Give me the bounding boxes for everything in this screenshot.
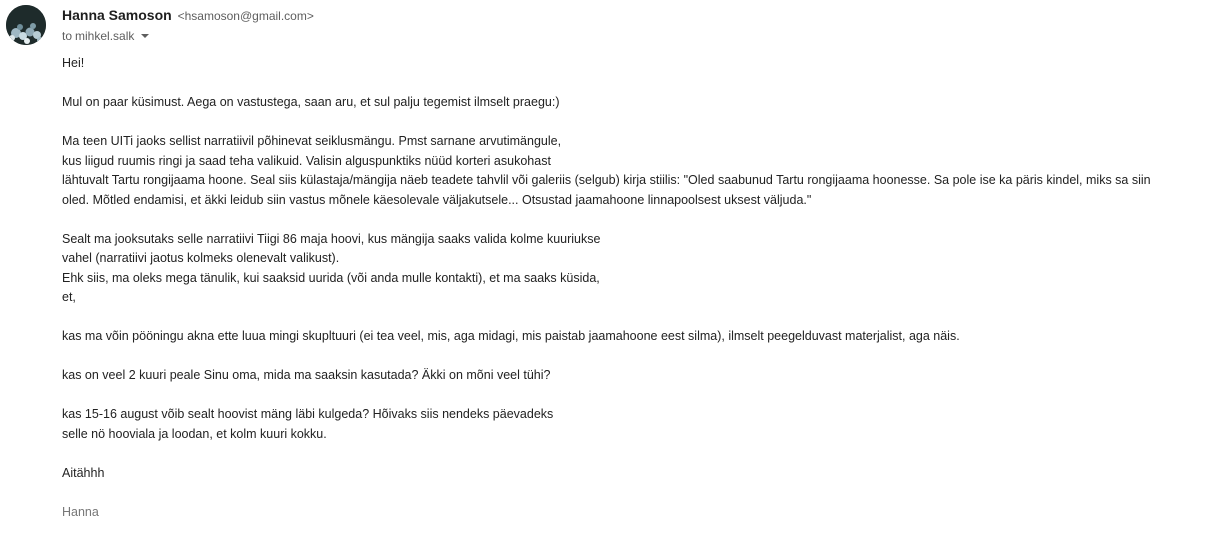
paragraph-line: kas 15-16 august võib sealt hoovist mäng läbi kulgeda? Hõivaks siis nendeks päevadeks [62, 407, 554, 421]
paragraph-3 [62, 230, 1172, 308]
paragraph-line: lähtuvalt Tartu rongijaama hoone. Seal siis külastaja/mängija näeb teadete tahvlil või galeriis (selgub) kirja stiilis: "Oled saabunud Tartu rongijaama hoonesse. Sa pole ise ka päris kindel, miks sa siin oled. Mõtled endamisi, et äkki leidub siin vastus mõnele käesolevale väljakutsele... Otsustad jaamahoone linnapoolsest uksest väljuda." [62, 173, 1151, 207]
paragraph-5: kas on veel 2 kuuri peale Sinu oma, mida ma saaksin kasutada? Äkki on mõni veel tühi? [62, 368, 551, 382]
paragraph-line: Ma teen UITi jaoks sellist narratiivil põhinevat seiklusmängu. Pmst sarnane arvutimängule, [62, 134, 562, 148]
avatar[interactable] [6, 5, 46, 45]
recipient-line [62, 28, 314, 44]
paragraph-line: Sealt ma jooksutaks selle narratiivi Tiigi 86 maja hoovi, kus mängija saaks valida kolme kuuriukse [62, 231, 601, 246]
paragraph-6 [62, 405, 1172, 444]
message-body [62, 54, 1172, 542]
greeting: Hei! [62, 56, 85, 70]
paragraph-1: Mul on paar küsimust. Aega on vastustega, saan aru, et sul palju tegemist ilmselt praegu:) [62, 95, 560, 109]
paragraph-line: vahel (narratiivi jaotus kolmeks olenevalt valikust). [62, 251, 340, 265]
closing: Aitähhh [62, 465, 105, 480]
recipient-name: mihkel.salk [75, 29, 135, 43]
paragraph-line: kus liigud ruumis ringi ja saad teha valikuid. Valisin alguspunktiks nüüd korteri asukohast [62, 153, 551, 168]
sender-line [62, 6, 314, 25]
sender-email: <hsamoson@gmail.com> [177, 9, 314, 23]
paragraph-line: selle nö hooviala ja loodan, et kolm kuuri kokku. [62, 426, 327, 441]
message-header [62, 6, 314, 44]
chevron-down-icon[interactable] [139, 30, 151, 42]
sender-name[interactable]: Hanna Samoson [62, 7, 172, 23]
paragraph-line: et, [62, 290, 76, 304]
paragraph-4: kas ma võin pööningu akna ette luua mingi skupltuuri (ei tea veel, mis, aga midagi, mis paistab jaamahoone eest silma), ilmselt peegelduvast materjalist, aga näis. [62, 329, 960, 343]
paragraph-line: Ehk siis, ma oleks mega tänulik, kui saaksid uurida (või anda mulle kontakti), et ma saaks küsida, [62, 270, 600, 285]
signature: Hanna [62, 504, 99, 519]
paragraph-2 [62, 132, 1172, 210]
avatar-photo-icon [6, 5, 46, 45]
recipient-prefix: to [62, 29, 73, 43]
